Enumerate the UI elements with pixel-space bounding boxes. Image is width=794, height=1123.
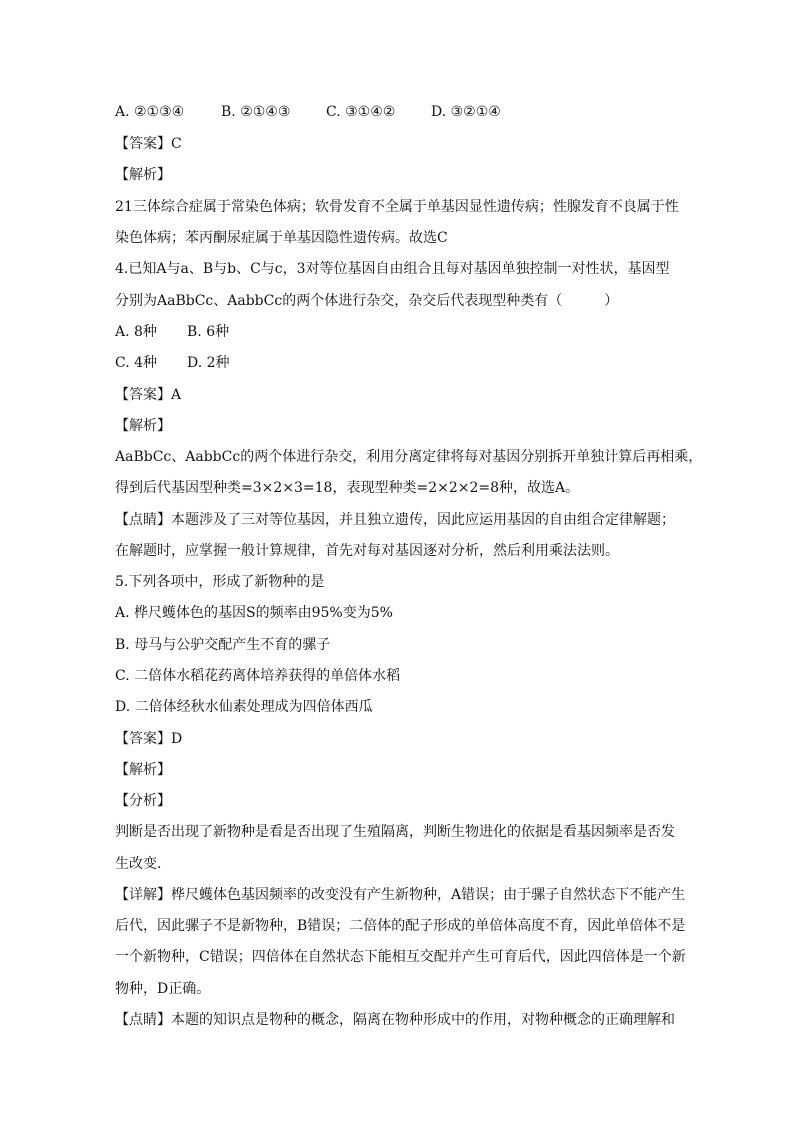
- q5-analysis-label: 【解析】: [115, 762, 171, 778]
- q4-answer: 【答案】A: [115, 387, 182, 403]
- q4-point-line: 【点睛】本题涉及了三对等位基因，并且独立遗传，因此应运用基因的自由组合定律解题；: [115, 512, 675, 528]
- q5-option-b: B. 母马与公驴交配产生不育的骡子: [115, 637, 331, 653]
- q5-fenxi-line: 生改变.: [115, 856, 162, 872]
- q5-detail-line: 物种，D正确。: [115, 981, 211, 997]
- q4-analysis-line: 得到后代基因型种类=3×2×3=18，表现型种类=2×2×2=8种，故选A。: [115, 480, 580, 496]
- q4-point-line: 在解题时，应掌握一般计算规律，首先对每对基因逐对分析，然后利用乘法法则。: [115, 543, 619, 559]
- q3-analysis-line: 21三体综合症属于常染色体病；软骨发育不全属于单基因显性遗传病；性腺发育不良属于性: [115, 199, 679, 215]
- q5-detail-line: 一个新物种，C错误；四倍体在自然状态下能相互交配并产生可育后代，因此四倍体是一个新: [115, 949, 686, 965]
- q5-option-d: D. 二倍体经秋水仙素处理成为四倍体西瓜: [115, 699, 373, 715]
- q5-answer: 【答案】D: [115, 731, 183, 747]
- q3-option-d: D. ③②①④: [431, 104, 501, 120]
- q5-point-line: 【点睛】本题的知识点是物种的概念，隔离在物种形成中的作用，对物种概念的正确理解和: [115, 1012, 675, 1028]
- q4-stem-line: 分别为AaBbCc、AabbCc的两个体进行杂交，杂交后代表现型种类有（ ）: [115, 293, 619, 309]
- q5-fenxi-line: 判断是否出现了新物种是看是否出现了生殖隔离，判断生物进化的依据是看基因频率是否发: [115, 824, 675, 840]
- q4-options-row: [115, 322, 705, 342]
- q4-option-d: D. 2种: [187, 355, 230, 371]
- q3-answer: 【答案】C: [115, 136, 182, 152]
- q4-option-b: B. 6种: [187, 324, 230, 340]
- q3-option-b: B. ②①④③: [221, 104, 291, 120]
- q3-option-a: A. ②①③④: [115, 104, 185, 120]
- q5-detail-line: 后代，因此骡子不是新物种，B错误；二倍体的配子形成的单倍体高度不育，因此单倍体不是: [115, 918, 686, 934]
- q4-stem-line: 4.已知A与a、B与b、C与c，3对等位基因自由组合且每对基因单独控制一对性状，基因型: [115, 261, 670, 277]
- q3-analysis-label: 【解析】: [115, 167, 171, 183]
- q3-options: [115, 102, 705, 122]
- q5-detail-line: 【详解】桦尺蠖体色基因频率的改变没有产生新物种，A错误；由于骡子自然状态下不能产生: [115, 887, 686, 903]
- q4-analysis-label: 【解析】: [115, 418, 171, 434]
- q5-stem: 5.下列各项中，形成了新物种的是: [115, 574, 325, 590]
- q3-analysis-line: 染色体病；苯丙酮尿症属于单基因隐性遗传病。故选C: [115, 230, 448, 246]
- q4-options-row: [115, 353, 705, 373]
- q3-option-c: C. ③①④②: [326, 104, 396, 120]
- q4-option-a: A. 8种: [115, 324, 157, 340]
- q5-fenxi-label: 【分析】: [115, 793, 171, 809]
- q5-option-c: C. 二倍体水稻花药离体培养获得的单倍体水稻: [115, 668, 401, 684]
- q4-analysis-line: AaBbCc、AabbCc的两个体进行杂交，利用分离定律将每对基因分别拆开单独计算后再相乘，: [115, 449, 703, 465]
- q5-option-a: A. 桦尺蠖体色的基因S的频率由95%变为5%: [115, 605, 393, 621]
- q4-option-c: C. 4种: [115, 355, 158, 371]
